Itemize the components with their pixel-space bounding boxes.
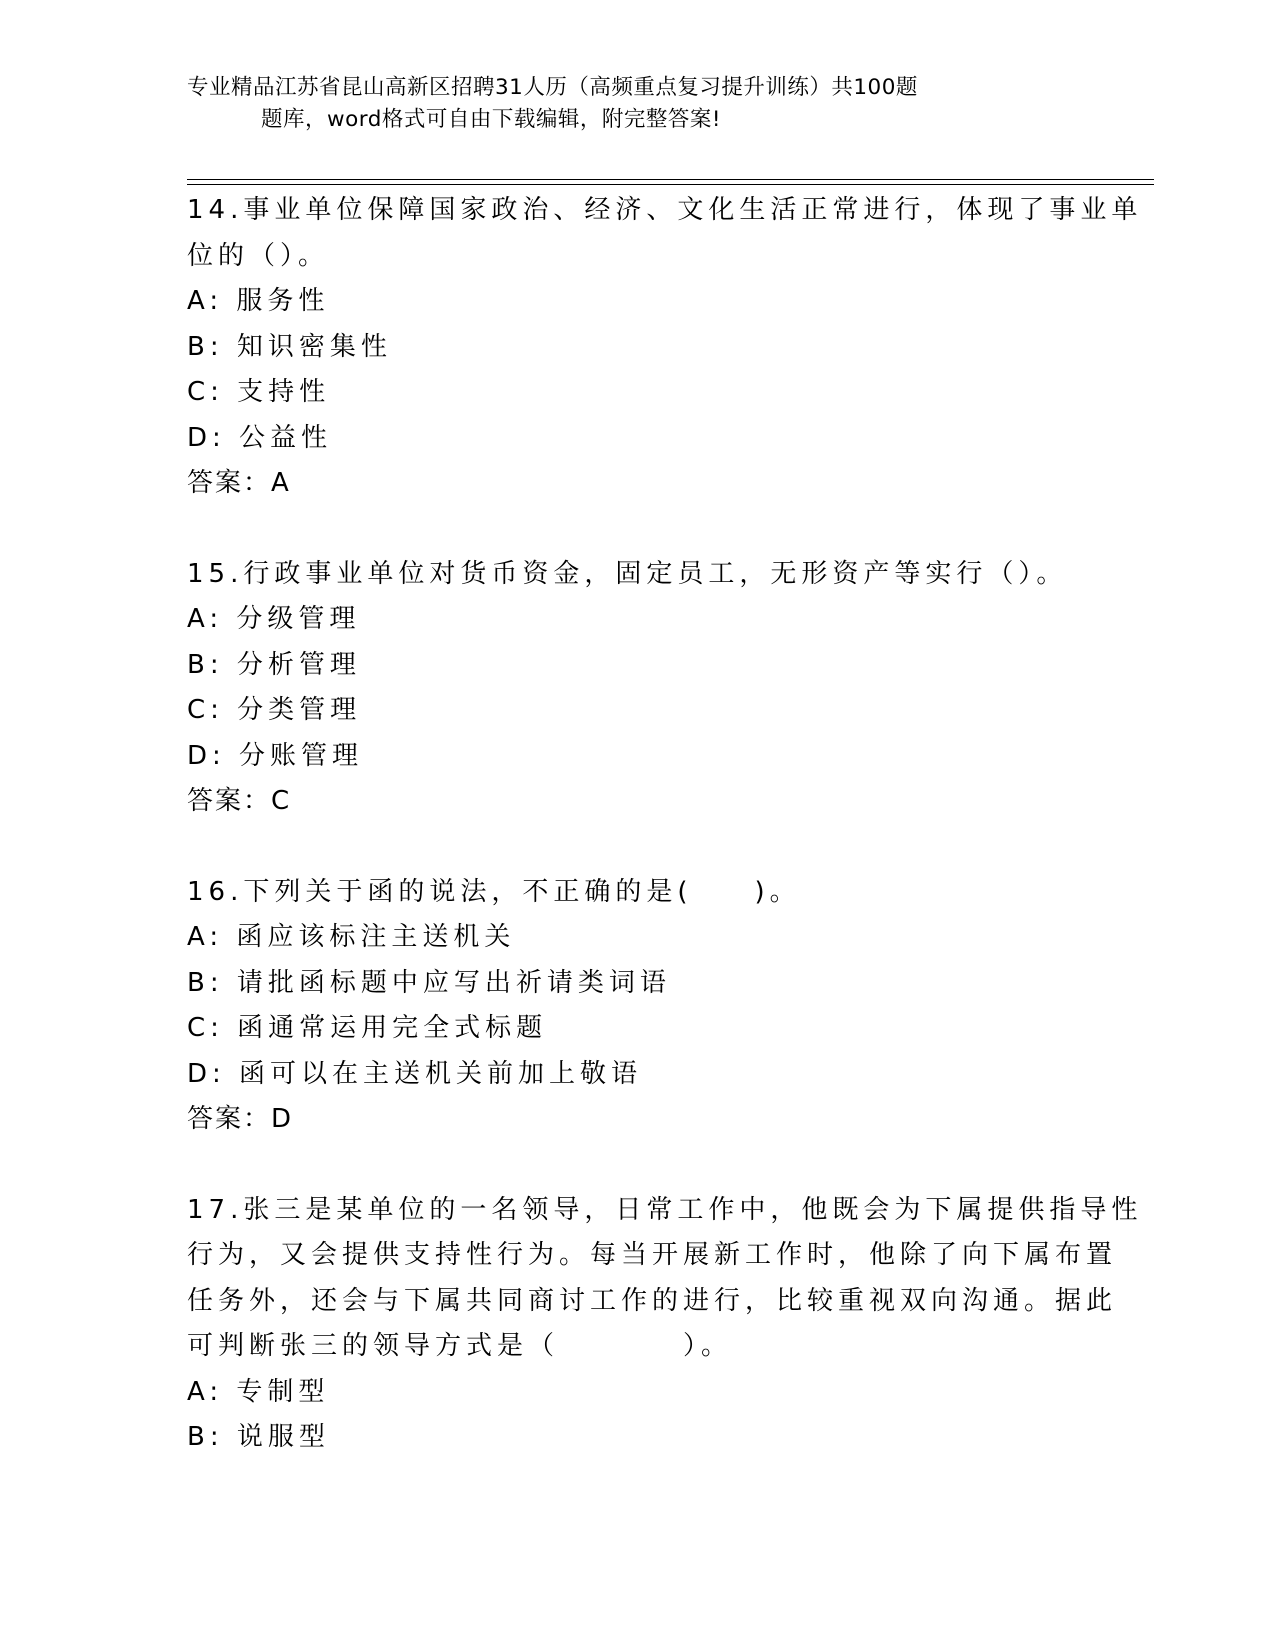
option-c: C: 支持性 (187, 377, 331, 407)
question-text: 16.下列关于函的说法，不正确的是( )。 (187, 876, 801, 907)
answer: 答案：C (187, 786, 292, 816)
option-a: A: 分级管理 (187, 604, 361, 634)
option-c: C: 分类管理 (187, 695, 362, 725)
question-text: 行为，又会提供支持性行为。每当开展新工作时，他除了向下属布置 (187, 1240, 1118, 1270)
question-17 (187, 1188, 1143, 1461)
option-a: A: 专制型 (187, 1376, 330, 1407)
question-text: 可判断张三的领导方式是（ ）。 (187, 1331, 733, 1361)
question-14 (187, 188, 1143, 507)
option-a: A: 服务性 (187, 286, 330, 316)
answer: 答案：A (187, 468, 291, 498)
option-b: B: 知识密集性 (187, 331, 392, 362)
header-divider-top (187, 179, 1154, 180)
option-b: B: 说服型 (187, 1422, 330, 1452)
question-text: 位的（）。 (187, 240, 330, 271)
header-divider-bottom (187, 184, 1154, 185)
question-list (187, 188, 1143, 1506)
option-d: D: 分账管理 (187, 740, 364, 771)
answer: 答案：D (187, 1104, 294, 1134)
question-16 (187, 870, 1087, 1143)
question-15 (187, 552, 1087, 825)
option-b: B: 分析管理 (187, 649, 361, 680)
question-text: 15.行政事业单位对货币资金，固定员工，无形资产等实行（）。 (187, 558, 1068, 589)
option-c: C: 函通常运用完全式标题 (187, 1013, 548, 1043)
header-title-line-2: 题库，word格式可自由下载编辑，附完整答案! (261, 107, 721, 132)
option-a: A: 函应该标注主送机关 (187, 922, 516, 952)
question-text: 17.张三是某单位的一名领导，日常工作中，他既会为下属提供指导性 (187, 1194, 1143, 1225)
option-d: D: 公益性 (187, 422, 333, 453)
option-b: B: 请批函标题中应写出祈请类词语 (187, 967, 671, 998)
question-text: 14.事业单位保障国家政治、经济、文化生活正常进行，体现了事业单 (187, 195, 1143, 225)
option-d: D: 函可以在主送机关前加上敬语 (187, 1058, 643, 1089)
header-title-line-1: 专业精品江苏省昆山高新区招聘31人历（高频重点复习提升训练）共100题 (187, 75, 918, 100)
question-text: 任务外，还会与下属共同商讨工作的进行，比较重视双向沟通。据此 (187, 1285, 1118, 1316)
document-header (187, 72, 1087, 136)
